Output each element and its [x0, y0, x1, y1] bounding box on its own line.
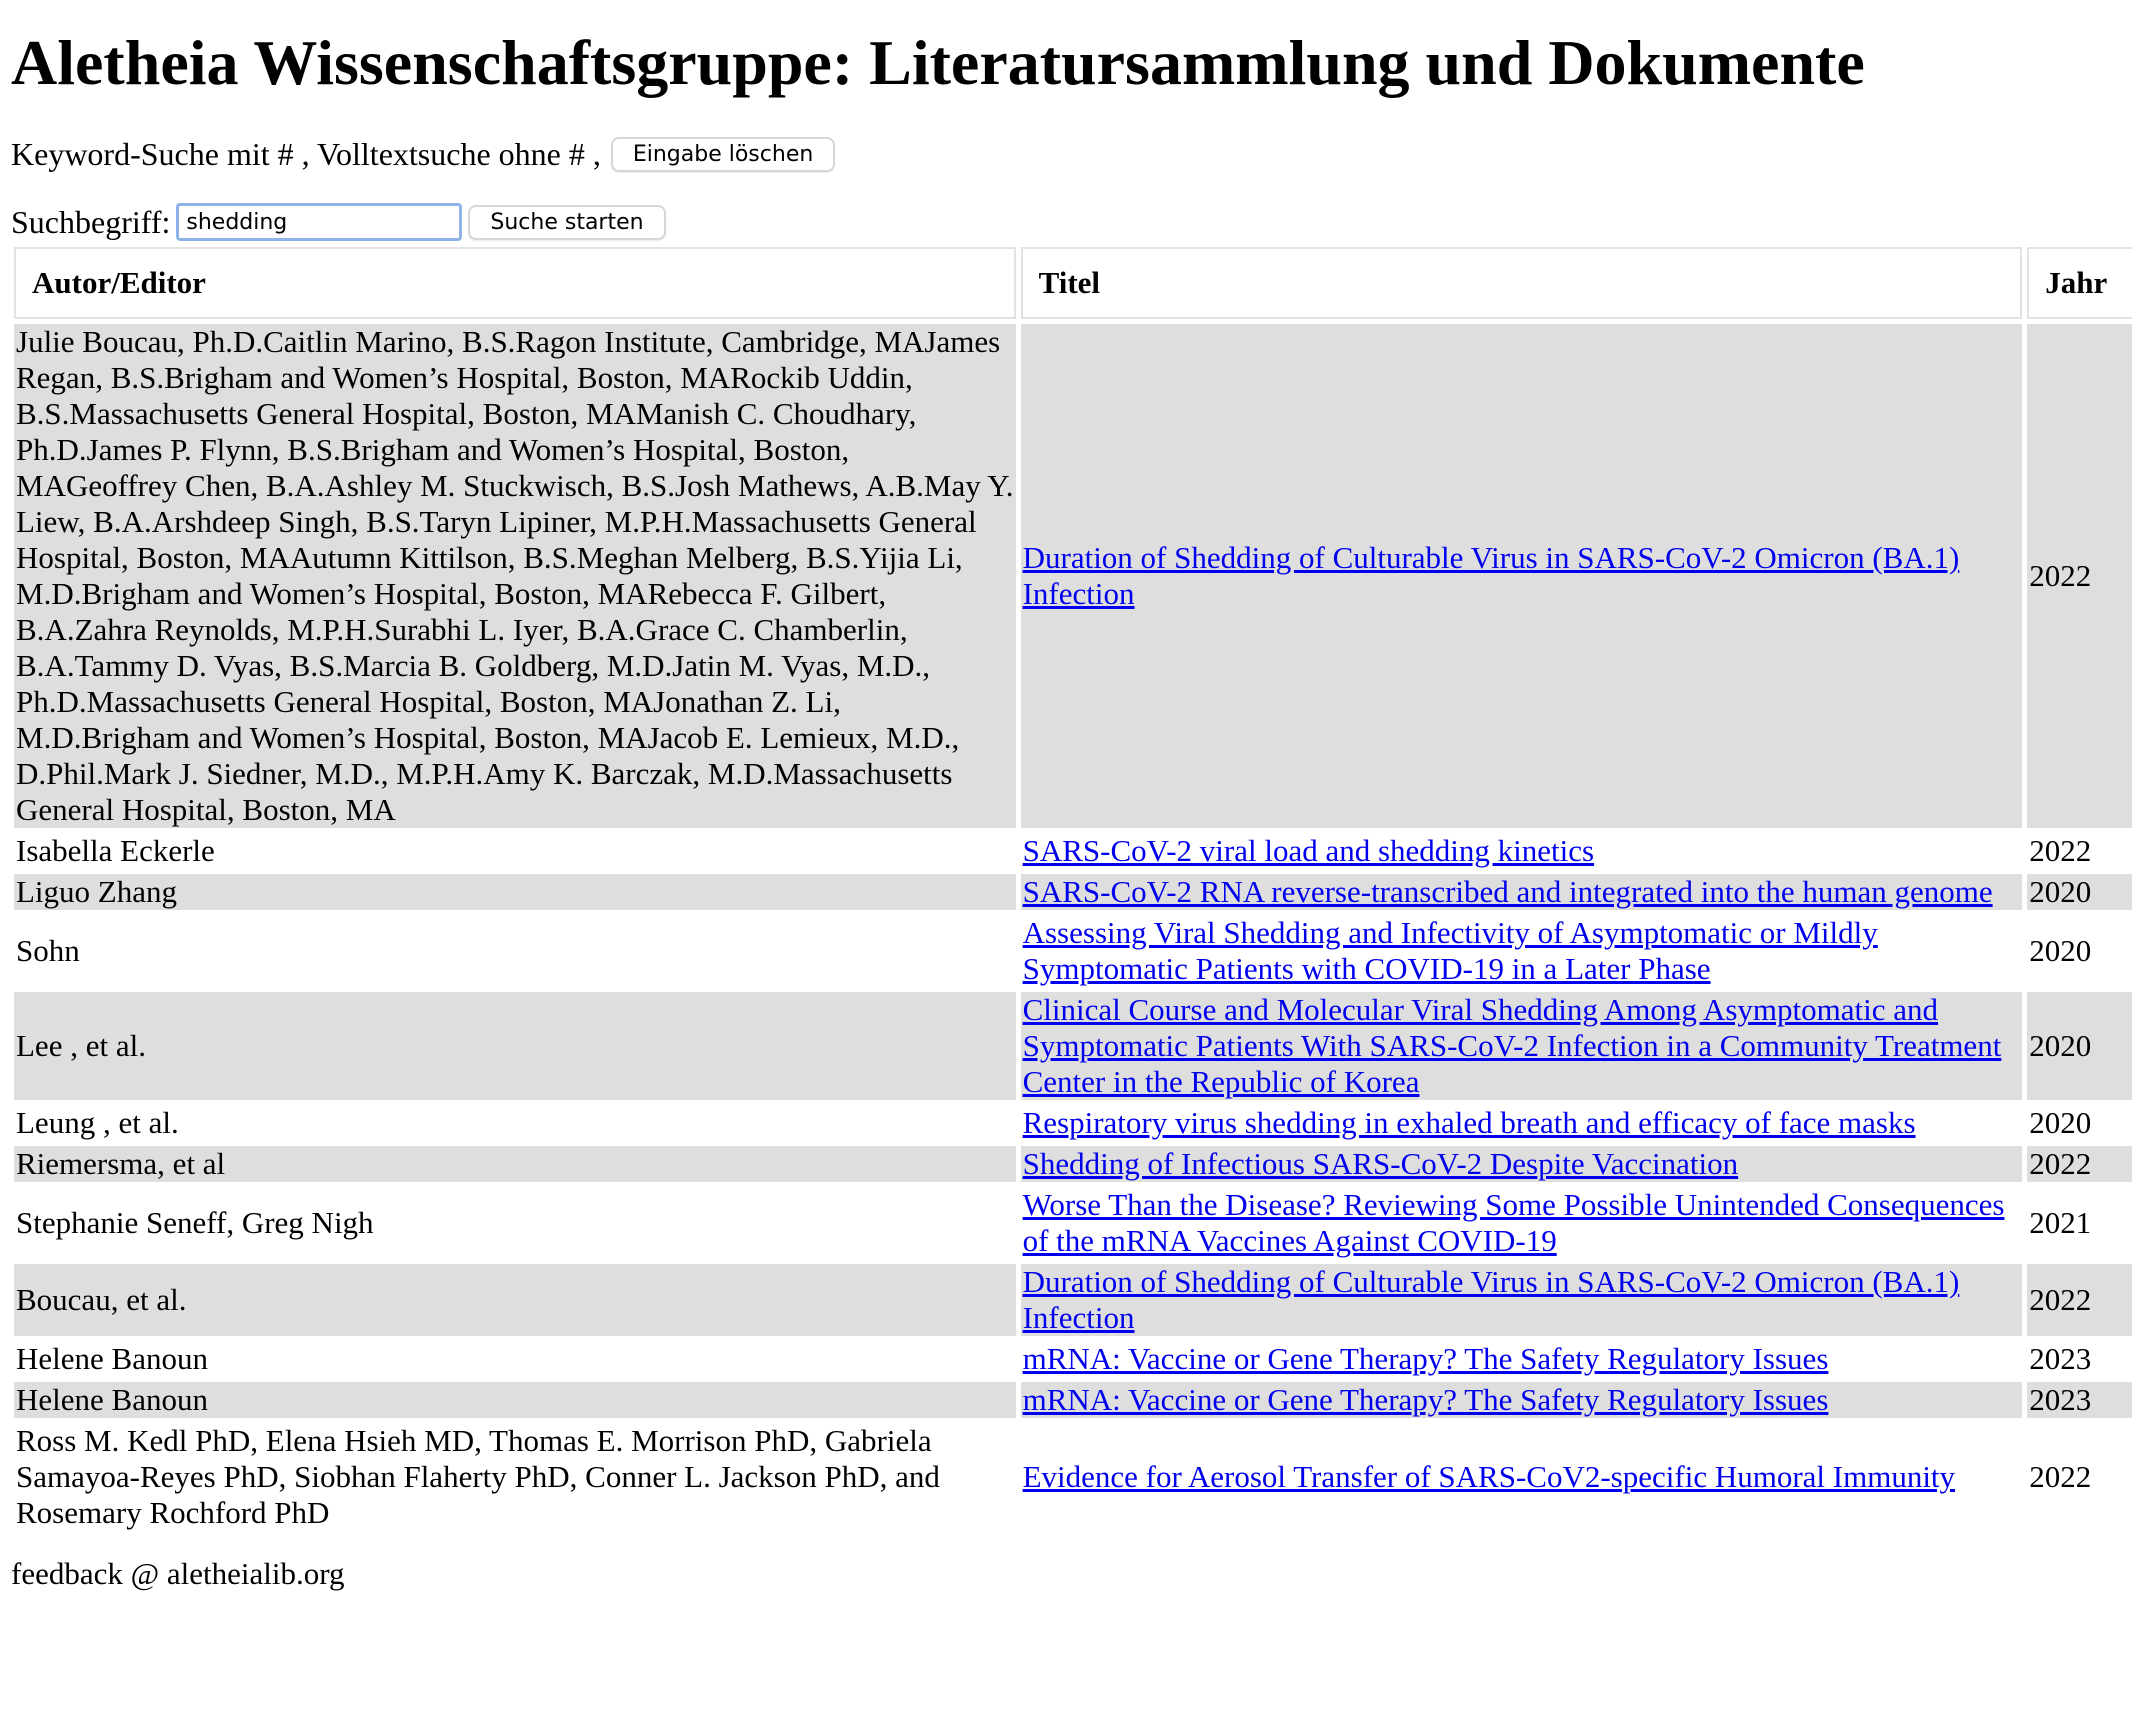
author-cell: Liguo Zhang: [14, 874, 1016, 910]
search-input[interactable]: [176, 203, 462, 241]
title-link[interactable]: Worse Than the Disease? Reviewing Some Possible Unintended Consequences of the mRNA Vaccines Against COVID-19: [1022, 1187, 2005, 1259]
title-link[interactable]: Shedding of Infectious SARS-CoV-2 Despite Vaccination: [1022, 1146, 1739, 1182]
title-cell: [1021, 874, 2023, 910]
search-hint-text: Keyword-Suche mit # , Volltextsuche ohne # ,: [11, 136, 601, 173]
author-cell: Leung , et al.: [16, 1105, 179, 1141]
author-cell: Helene Banoun: [14, 1382, 1016, 1418]
title-link[interactable]: Assessing Viral Shedding and Infectivity of Asymptomatic or Mildly Symptomatic Patients with COVID-19 in a Later Phase: [1022, 915, 1878, 987]
table-row: [14, 1264, 2132, 1336]
title-cell: [1021, 1423, 2023, 1531]
author-cell: Riemersma, et al: [14, 1146, 1016, 1182]
author-cell: Lee , et al.: [14, 992, 1016, 1100]
table-row: [14, 1146, 2132, 1182]
title-cell: [1021, 833, 2023, 869]
results-table: [9, 242, 2132, 1536]
table-row: [14, 1382, 2132, 1418]
year-cell: 2020: [2029, 1105, 2092, 1141]
page-title: Aletheia Wissenschaftsgruppe: Literatursammlung und Dokumente: [11, 27, 1865, 98]
table-row: [14, 1187, 2132, 1259]
title-cell: [1021, 1105, 2023, 1141]
year-cell: 2022: [2027, 1264, 2132, 1336]
title-cell: [1021, 1264, 2023, 1336]
year-cell: 2022: [2029, 833, 2092, 869]
table-row: [14, 992, 2132, 1100]
title-cell: [1021, 992, 2023, 1100]
title-link[interactable]: mRNA: Vaccine or Gene Therapy? The Safety Regulatory Issues: [1022, 1341, 1829, 1377]
title-cell: [1021, 1187, 2023, 1259]
table-row: [14, 874, 2132, 910]
title-cell: [1021, 915, 2023, 987]
table-row: [14, 1423, 2132, 1531]
author-cell: Sohn: [16, 933, 80, 969]
title-link[interactable]: Clinical Course and Molecular Viral Shedding Among Asymptomatic and Symptomatic Patients With SARS-CoV-2 Infection in a Community Treatment Center in the Republic of Korea: [1022, 992, 2002, 1100]
author-cell: Isabella Eckerle: [16, 833, 215, 869]
column-header-year: Jahr: [2027, 247, 2132, 319]
author-cell: Boucau, et al.: [14, 1264, 1016, 1336]
column-header-author: Autor/Editor: [14, 247, 1016, 319]
year-cell: 2023: [2029, 1341, 2092, 1377]
title-link[interactable]: Duration of Shedding of Culturable Virus in SARS-CoV-2 Omicron (BA.1) Infection: [1022, 540, 1960, 612]
table-header-row: [14, 247, 2132, 319]
title-cell: [1021, 324, 2023, 828]
column-header-title: Titel: [1021, 247, 2023, 319]
title-cell: [1021, 1341, 2023, 1377]
title-link[interactable]: Duration of Shedding of Culturable Virus in SARS-CoV-2 Omicron (BA.1) Infection: [1022, 1264, 1960, 1336]
search-row: [11, 200, 2121, 244]
year-cell: 2021: [2029, 1205, 2092, 1241]
clear-input-button[interactable]: Eingabe löschen: [611, 137, 835, 172]
search-hint-row: [11, 134, 2121, 174]
year-cell: 2020: [2027, 992, 2132, 1100]
search-label: Suchbegriff:: [11, 204, 171, 241]
table-row: [14, 1105, 2132, 1141]
table-row: [14, 1341, 2132, 1377]
title-link[interactable]: mRNA: Vaccine or Gene Therapy? The Safety Regulatory Issues: [1022, 1382, 1829, 1418]
feedback-footer: feedback @ aletheialib.org: [11, 1556, 345, 1592]
start-search-button[interactable]: Suche starten: [468, 205, 665, 240]
title-link[interactable]: SARS-CoV-2 RNA reverse-transcribed and integrated into the human genome: [1022, 874, 1993, 910]
title-link[interactable]: Respiratory virus shedding in exhaled breath and efficacy of face masks: [1022, 1105, 1916, 1141]
results-body: [14, 324, 2132, 1531]
title-link[interactable]: Evidence for Aerosol Transfer of SARS-CoV2-specific Humoral Immunity: [1022, 1459, 1956, 1495]
title-link[interactable]: SARS-CoV-2 viral load and shedding kinetics: [1022, 833, 1595, 869]
year-cell: 2022: [2027, 324, 2132, 828]
author-cell: Julie Boucau, Ph.D.Caitlin Marino, B.S.Ragon Institute, Cambridge, MAJames Regan, B.S.Brigham and Women’s Hospital, Boston, MARockib Uddin, B.S.Massachusetts General Hospital, Boston, MAManish C. Choudhary, Ph.D.James P. Flynn, B.S.Brigham and Women’s Hospital, Boston, MAGeoffrey Chen, B.A.Ashley M. Stuckwisch, B.S.Josh Mathews, A.B.May Y. Liew, B.A.Arshdeep Singh, B.S.Taryn Lipiner, M.P.H.Massachusetts General Hospital, Boston, MAAutumn Kittilson, B.S.Meghan Melberg, B.S.Yijia Li, M.D.Brigham and Women’s Hospital, Boston, MARebecca F. Gilbert, B.A.Zahra Reynolds, M.P.H.Surabhi L. Iyer, B.A.Grace C. Chamberlin, B.A.Tammy D. Vyas, B.S.Marcia B. Goldberg, M.D.Jatin M. Vyas, M.D., Ph.D.Massachusetts General Hospital, Boston, MAJonathan Z. Li, M.D.Brigham and Women’s Hospital, Boston, MAJacob E. Lemieux, M.D., D.Phil.Mark J. Siedner, M.D., M.P.H.Amy K. Barczak, M.D.Massachusetts General Hospital, Boston, MA: [14, 324, 1016, 828]
year-cell: 2020: [2027, 874, 2132, 910]
table-row: [14, 915, 2132, 987]
title-cell: [1021, 1146, 2023, 1182]
author-cell: Ross M. Kedl PhD, Elena Hsieh MD, Thomas E. Morrison PhD, Gabriela Samayoa-Reyes PhD, Siobhan Flaherty PhD, Conner L. Jackson PhD, and Rosemary Rochford PhD: [16, 1423, 940, 1531]
title-cell: [1021, 1382, 2023, 1418]
year-cell: 2020: [2029, 933, 2092, 969]
year-cell: 2023: [2027, 1382, 2132, 1418]
author-cell: Helene Banoun: [16, 1341, 208, 1377]
year-cell: 2022: [2027, 1146, 2132, 1182]
table-row: [14, 324, 2132, 828]
author-cell: Stephanie Seneff, Greg Nigh: [16, 1205, 374, 1241]
table-row: [14, 833, 2132, 869]
year-cell: 2022: [2029, 1459, 2092, 1495]
